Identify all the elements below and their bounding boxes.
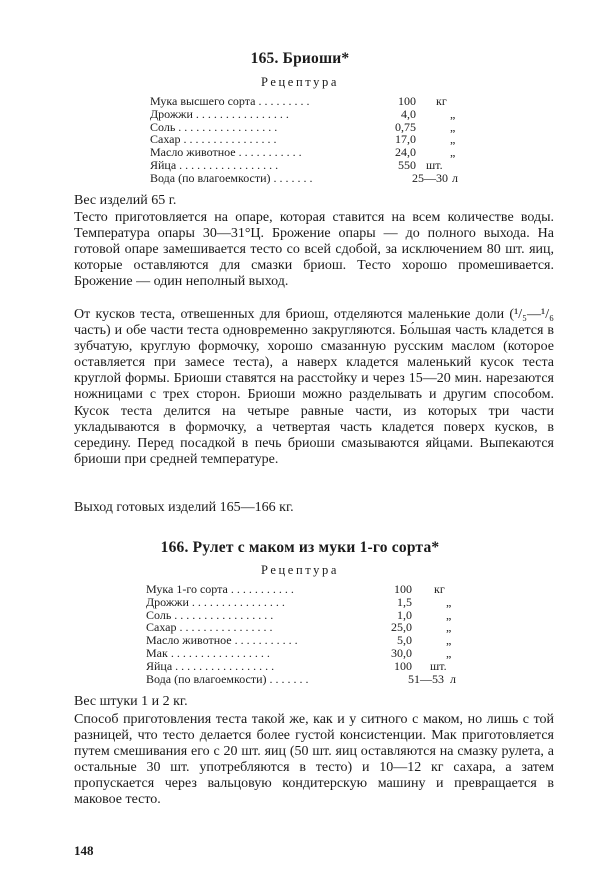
ingredient-quantity: 24,0 [395,145,416,160]
ingredient-unit: кг [436,94,447,108]
ingredient-row [150,95,466,108]
ingredient-quantity: 0,75 [395,119,416,134]
paragraph-text: Тесто приготовляется на опаре, которая ставится на всем количестве воды. Температура опары 30—31°Ц. Брожение опары — до полного выхода. На готовой опаре замешивается тесто со всей сдобой, за исключением 80 шт. яиц, которые оставляются для смазки бриош. Тесто хорошо промешивается. Брожение — один неполный выход. [74,210,554,290]
ingredient-quantity: 1,5 [397,594,412,609]
ingredient-quantity: 17,0 [395,132,416,147]
ingredient-quantity: 100 [398,94,416,108]
ingredient-name: Мука 1-го сорта . . . . . . . . . . . [146,582,294,596]
ingredient-name: Сахар . . . . . . . . . . . . . . . . [150,132,277,147]
recipe-166-ingredients-table [146,583,462,685]
ingredient-unit: „ [450,106,456,121]
ingredient-quantity: 1,0 [397,607,412,622]
ingredient-row [150,108,466,121]
ingredient-quantity: 100 [394,658,412,673]
ingredient-name: Дрожжи . . . . . . . . . . . . . . . . [150,106,289,121]
ingredient-row [150,159,466,172]
ingredient-unit: „ [450,145,456,160]
ingredient-name: Вода (по влагоемкости) . . . . . . . [146,671,309,686]
ingredient-row [150,172,466,185]
ingredient-unit: „ [446,645,452,660]
ingredient-row [146,596,462,609]
paragraph-text: Способ приготовления теста такой же, как и у ситного с маком, но лишь с той разницей, что тесто делается более густой консистенции. Мак приготовляется путем смешивания его с 20 шт. яиц (50 шт. яиц оставляются на смазку рулета, а остальные 30 шт. употребляются в тесто) и 10—12 кг сахара, а затем пропускается через вальцовую кондитерскую машину и превращается в маковое тесто. [74,712,554,808]
ingredient-unit: л [452,170,458,185]
ingredient-unit: „ [446,620,452,635]
ingredient-quantity: 100 [394,582,412,596]
ingredient-unit: „ [446,607,452,622]
recipe-165-yield: Выход готовых изделий 165—166 кг. [74,500,294,515]
recipe-165-subheading: Рецептура [260,75,339,89]
ingredient-row [146,660,462,673]
ingredient-row [146,647,462,660]
ingredient-quantity: 51—53 [408,671,444,686]
ingredient-name: Масло животное . . . . . . . . . . . [146,633,298,648]
recipe-165-title: 165. Бриоши* [250,50,350,67]
ingredient-row [146,673,462,686]
recipe-166-title: 166. Рулет с маком из муки 1-го сорта* [160,539,440,556]
ingredient-name: Масло животное . . . . . . . . . . . [150,145,302,160]
ingredient-quantity: 25—30 [412,170,448,185]
ingredient-quantity: 30,0 [391,645,412,660]
ingredient-name: Мак . . . . . . . . . . . . . . . . . [146,645,270,660]
ingredient-name: Соль . . . . . . . . . . . . . . . . . [150,119,278,134]
ingredient-name: Яйца . . . . . . . . . . . . . . . . . [146,658,275,673]
recipe-166-subheading: Рецептура [260,563,339,577]
ingredient-name: Вода (по влагоемкости) . . . . . . . [150,170,313,185]
ingredient-unit: шт. [426,157,443,172]
recipe-166-paragraph-1 [74,712,554,809]
ingredient-unit: кг [434,582,445,596]
recipe-165-ingredients-table [150,95,466,185]
ingredient-name: Сахар . . . . . . . . . . . . . . . . [146,620,273,635]
paragraph-text: От кусков теста, отвешенных для бриош, отделяются маленькие доли (¹/₅—¹/₆ часть) и обе части теста одновременно закругляются. Бо́льшая часть кладется в зубчатую, круглую формочку, хорошо смазанную русским маслом (которое оставляется при замесе теста), а наверх кладется маленький кусок теста круглой формы. Бриоши ставятся на расстойку и через 15—20 мин. нарезаются ножницами с трех сторон. Бриоши можно разделывать и другим способом. Кусок теста делится на четыре равные части, из которых три части укладываются в формочку, а четвертая часть кладется поверх кусков, в середину. Перед посадкой в печь бриоши смазываются яйцами. Выпекаются бриоши при средней температуре. [74,307,554,467]
ingredient-name: Мука высшего сорта . . . . . . . . . [150,94,310,108]
recipe-165-paragraph-2 [74,307,554,468]
page-number: 148 [74,843,94,858]
recipe-166-weight: Вес штуки 1 и 2 кг. [74,694,188,709]
recipe-165-paragraph-1 [74,210,554,290]
ingredient-quantity: 550 [398,157,416,172]
ingredient-quantity: 4,0 [401,106,416,121]
ingredient-unit: „ [446,633,452,648]
ingredient-row [146,583,462,596]
ingredient-unit: „ [450,119,456,134]
ingredient-unit: „ [450,132,456,147]
ingredient-name: Соль . . . . . . . . . . . . . . . . . [146,607,274,622]
ingredient-unit: л [450,671,456,686]
ingredient-quantity: 25,0 [391,620,412,635]
ingredient-quantity: 5,0 [397,633,412,648]
ingredient-unit: шт. [430,658,447,673]
ingredient-name: Яйца . . . . . . . . . . . . . . . . . [150,157,279,172]
ingredient-unit: „ [446,594,452,609]
recipe-165-weight: Вес изделий 65 г. [74,193,177,208]
ingredient-name: Дрожжи . . . . . . . . . . . . . . . . [146,594,285,609]
